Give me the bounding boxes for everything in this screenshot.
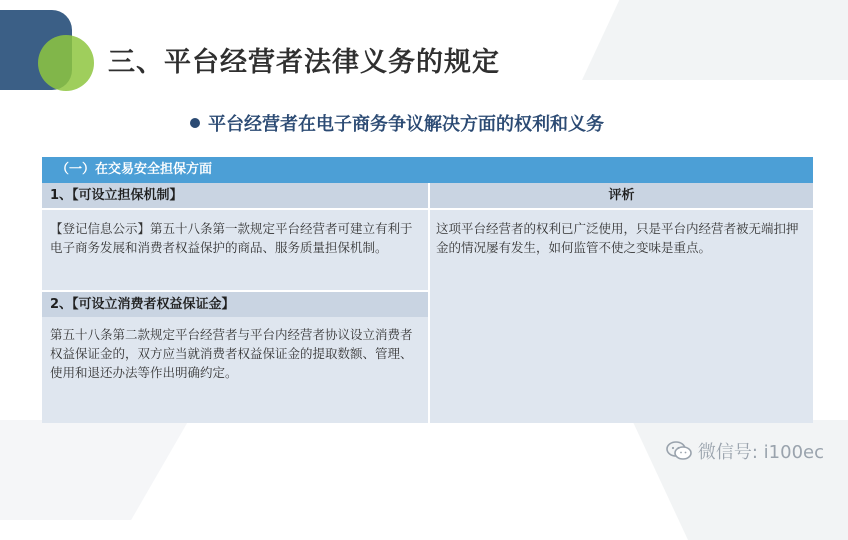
subtitle: [190, 110, 604, 136]
watermark-text: 微信号: i100ec: [697, 442, 824, 463]
item1-text: 【登记信息公示】第五十八条第一款规定平台经营者可建立有利于电子商务发展和消费者权益保护的商品、服务质量担保机制。: [50, 221, 413, 255]
page-title: 三、平台经营者法律义务的规定: [108, 47, 500, 78]
title-accent-circle: [38, 35, 94, 91]
subtitle-text: 平台经营者在电子商务争议解决方面的权利和义务: [208, 114, 604, 135]
bullet-icon: [190, 118, 200, 128]
item2-title: 2、【可设立消费者权益保证金】: [42, 292, 428, 317]
wechat-icon: [666, 441, 692, 461]
background-facet: [582, 0, 848, 80]
column-divider: [428, 183, 430, 423]
comment-title: 评析: [430, 183, 813, 208]
item1-title: 1、【可设立担保机制】: [42, 183, 428, 208]
comment-text: 这项平台经营者的权利已广泛使用，只是平台内经营者被无端扣押金的情况屡有发生，如何监管不使之变味是重点。: [436, 221, 799, 255]
background-facet: [0, 420, 189, 520]
watermark: [666, 438, 824, 464]
info-table: [42, 157, 813, 423]
item2-text: 第五十八条第二款规定平台经营者与平台内经营者协议设立消费者权益保证金的，双方应当就消费者权益保证金的提取数额、管理、使用和退还办法等作出明确约定。: [50, 327, 413, 380]
table-section-header: （一）在交易安全担保方面: [42, 157, 813, 183]
